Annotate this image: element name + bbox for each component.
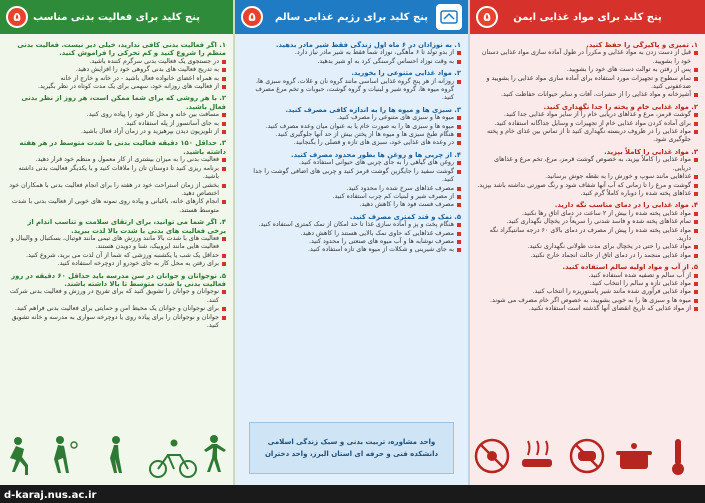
food-safety-column: [470, 0, 705, 485]
bullet-item: مواد غذایی را حتی در یخچال برای مدت طولانی نگهداری نکنید.: [477, 243, 698, 251]
number-five-badge: ۵: [241, 6, 263, 28]
bullet-item: به همراه اعضای خانواده فعال باشید - در خانه و خارج از خانه: [7, 75, 226, 83]
thermometer-icon: [672, 439, 684, 475]
section-title: ۴. مواد غذایی را در دمای مناسب نگه دارید.: [554, 201, 698, 210]
footer-line-2: دانشکده فنی و حرفه ای استان البرز، واحد دختران: [264, 450, 439, 458]
section-title: ۱. به نوزادان در ۶ ماه اول زندگی فقط شیر مادر بدهید.: [275, 41, 461, 49]
bullet-item: از آب سالم و تصفیه شده استفاده کنید.: [477, 272, 698, 280]
bullet-item: روزانه از هر پنج گروه غذایی اساسی مانند گروه نان و غلات، گروه سبزی ها، گروه میوه ها، گروه شیر و لبنیات و گروه گوشت، حبوبات و تخم مرغ مصرف کنید.: [242, 78, 461, 103]
activity-icons: [0, 431, 233, 481]
bullet-item: تمام غذاهای پخته شده و فاسد شدنی را سریعاً در یخچال نگهداری کنید.: [477, 218, 698, 226]
walker-icon: [110, 436, 122, 473]
exercise-icon: [204, 435, 226, 472]
bullet-item: برای آماده کردن مواد غذایی خام از تجهیزات و وسایل جداگانه استفاده کنید.: [477, 120, 698, 128]
bullet-item: هنگام پخت و پز و آماده سازی غذا تا حد امکان از نمک کمتری استفاده کنید.: [242, 221, 461, 229]
hot-dish-icon: [522, 441, 552, 467]
section-title: ۳. سبزی ها و میوه ها را به اندازه کافی مصرف کنید.: [285, 105, 461, 114]
bullet-item: مسافت بین خانه و محل کار خود را پیاده روی کنید.: [7, 111, 226, 119]
bullet-item: فعالیت های با شدت بالا مانند ورزش های تیمی مانند فوتبال، بسکتبال و والیبال و فعالیت هایی مانند ایروبیک، شنا و دویدن هستند.: [7, 235, 226, 252]
organization-footer: [249, 422, 454, 474]
bullet-item: برای رفتن به محل کار به جای خودرو از دوچرخه استفاده کنید.: [7, 260, 226, 268]
bullet-item: غذاهایی مانند سوپ و خورش را به نقطه جوش برسانید.: [477, 173, 698, 181]
section-title: ۲. مواد غذایی خام و پخته را جدا نگهداری کنید.: [543, 102, 698, 111]
bullet-item: مصرف فست فود ها را کاهش دهید.: [242, 201, 461, 209]
food-safety-body: [470, 34, 705, 314]
section-title: ۵. نمک و قند کمتری مصرف کنید.: [349, 212, 461, 221]
bullet-item: از تلویزیون دیدن بپرهیزید و در زمان آزاد فعال باشید.: [7, 128, 226, 136]
footer-line-1: واحد مشاوره، تربیت بدنی و سبک زندگی اسلامی: [267, 438, 436, 446]
bullet-item: مواد غذایی را در ظروف دربسته نگهداری کنید تا از تماس بین غذای خام و پخته جلوگیری شود.: [477, 128, 698, 145]
bullet-item: آشپزخانه و مواد غذایی را از حشرات، آفات و سایر حیوانات حفاظت کنید.: [477, 91, 698, 99]
bullet-item: نوجوانان و جوانان را تشویق کنید که برای تفریح در ورزش و فعالیت بدنی شرکت کنند.: [7, 288, 226, 305]
healthy-diet-column: [235, 0, 470, 485]
food-safety-icons: [470, 431, 705, 481]
bullet-item: مصرف غذاهای سرخ شده را محدود کنید.: [242, 185, 461, 193]
bullet-item: به جای آسانسور از پله استفاده کنید.: [7, 120, 226, 128]
bullet-item: قبل از دست زدن به مواد غذایی و مکرراً در طول آماده سازی مواد غذایی دستان خود را بشویید.: [477, 49, 698, 66]
number-five-badge: ۵: [6, 6, 28, 28]
bullet-item: هنگام طبخ سبزی ها و میوه ها از پختن بیش از حد آنها جلوگیری کنید.: [242, 131, 461, 139]
bullet-item: گوشت قرمز، مرغ و غذاهای دریایی خام را از سایر مواد غذایی جدا کنید.: [477, 111, 698, 119]
food-safety-header: [470, 0, 705, 34]
bullet-item: از مواد غذایی که تاریخ انقضای آنها گذشته است استفاده نکنید.: [477, 305, 698, 313]
section-title: ۴. اگر شما می توانید، برای ارتقای سلامت و تناسب اندام از برخی فعالیت های بدنی با شدت بالا لذت ببرید.: [27, 218, 226, 235]
bullet-item: برنامه ریزی کنید تا دوستان تان را ملاقات کنید و با یکدیگر فعالیت بدنی داشته باشید.: [7, 165, 226, 182]
bullet-item: در وعده های غذایی خود، سبزی های تازه و فصلی را بگنجانید.: [242, 139, 461, 147]
healthy-diet-header: [235, 0, 468, 34]
bullet-item: مواد غذایی فرآوری شده مانند شیر پاستوریزه را انتخاب کنید.: [477, 288, 698, 296]
bullet-item: به جای شیرینی و شکلات از میوه های تازه استفاده کنید.: [242, 246, 461, 254]
healthy-diet-body: [235, 34, 468, 255]
number-five-badge: ۵: [476, 6, 498, 28]
bullet-item: غذاهای پخته شده را دوباره کاملاً گرم کنید.: [477, 190, 698, 198]
physical-activity-column: [0, 0, 235, 485]
bullet-item: میوه ها و سبزی های متنوعی را مصرف کنید.: [242, 114, 461, 122]
bullet-item: حداقل یک شب یا یکشنبه ورزشی که شما از آن لذت می برید، شروع کنید.: [7, 252, 226, 260]
bullet-item: بخشی از زمان استراحت خود در هفته را برای انجام فعالیت بدنی با همکاران خود اختصاص دهید.: [7, 182, 226, 199]
cooking-pot-icon: [616, 443, 652, 469]
no-germs-icon: [476, 440, 508, 472]
physical-activity-title: پنج کلید برای فعالیت بدنی مناسب: [33, 11, 200, 23]
bullet-item: در جستجوی یک فعالیت بدنی سرگرم کننده باشید.: [7, 58, 226, 66]
bullet-item: گوشت سفید را جایگزین گوشت قرمز کنید و چربی های اضافی گوشت را جدا کنید.: [242, 168, 461, 185]
bullet-item: انجام کارهای خانه، باغبانی و پیاده روی نمونه های خوبی از فعالیت بدنی با شدت متوسط هستند.: [7, 198, 226, 215]
bullet-item: گوشت و مرغ را تا زمانی که آب آنها شفاف شود و رنگ صورتی نداشته باشد بپزید.: [477, 182, 698, 190]
section-title: ۳. مواد غذایی را کاملاً بپزید.: [604, 147, 698, 156]
no-meat-icon: [571, 440, 603, 472]
bullet-item: مواد غذایی پخته شده را بیش از ۲ ساعت در دمای اتاق رها نکنید.: [477, 210, 698, 218]
bullet-item: مواد غذایی پخته شده را پیش از مصرف در دمای بالای ۶۰ درجه سانتیگراد نگه دارید.: [477, 227, 698, 244]
bullet-item: میوه ها و سبزی ها را به صورت خام یا به عنوان میان وعده مصرف کنید.: [242, 123, 461, 131]
section-title: ۴. از چربی ها و روغن ها بطور محدود مصرف کنید.: [291, 150, 461, 159]
healthy-diet-title: پنج کلید برای رژیم غذایی سالم: [275, 11, 428, 23]
bullet-item: مواد غذایی را کاملاً بپزید، به خصوص گوشت قرمز، مرغ، تخم مرغ و غذاهای دریایی.: [477, 156, 698, 173]
tennis-icon: [54, 436, 77, 473]
bullet-item: از مصرف شیر و لبنیات کم چرب استفاده کنید.: [242, 193, 461, 201]
food-safety-title: پنج کلید برای مواد غذایی ایمن: [513, 11, 662, 23]
site-watermark: d-karaj.nus.ac.ir: [4, 490, 97, 501]
physical-activity-body: [0, 34, 233, 330]
section-title: ۱. اگر فعالیت بدنی کافی ندارید، خیلی دیر نیست. فعالیت بدنی منظم را شروع کنید و کم تحرکی را فراموش کنید.: [17, 41, 226, 58]
university-logo-icon: [436, 4, 462, 30]
bullet-item: مصرف غذاهایی که حاوی نمک بالایی هستند را کاهش دهید.: [242, 230, 461, 238]
bullet-item: روغن های گیاهی را به جای چربی های حیوانی استفاده کنید.: [242, 159, 461, 167]
bullet-item: به وقت نوزاد احساس گرسنگی کرد به او شیر بدهید.: [242, 58, 461, 66]
runner-icon: [10, 437, 28, 475]
bullet-item: تمام سطوح و تجهیزات مورد استفاده برای آماده سازی مواد غذایی را بشویید و ضدعفونی کنید.: [477, 75, 698, 92]
bullet-item: فعالیت بدنی را به میزان بیشتری از کار معمول و منظم خود قرار دهید.: [7, 156, 226, 164]
section-title: ۳. حداقل ۱۵۰ دقیقه فعالیت بدنی با شدت متوسط در هر هفته داشته باشید.: [19, 139, 226, 156]
bullet-item: مصرف نوشابه ها و آب میوه های صنعتی را محدود کنید.: [242, 238, 461, 246]
cyclist-icon: [150, 440, 196, 478]
physical-activity-header: [0, 0, 233, 34]
bullet-item: مواد غذایی تازه و سالم را انتخاب کنید.: [477, 280, 698, 288]
section-title: ۵. نوجوانان و جوانان در سن مدرسه باید حداقل ۶۰ دقیقه در روز فعالیت بدنی با شدت متوسط تا بالا داشته باشند.: [11, 271, 226, 288]
bullet-item: از فعالیت های روزانه خود، سهمی برای یک مدت کوتاه در نظر بگیرید.: [7, 83, 226, 91]
bullet-item: میوه ها و سبزی ها را به خوبی بشویید، به خصوص اگر خام مصرف می شوند.: [477, 297, 698, 305]
section-title: ۲. با هر روشی که برای شما ممکن است، هر روز از نظر بدنی فعال باشید.: [21, 94, 226, 111]
bullet-item: به تدریج فعالیت های بدنی گروهی خود را افزایش دهید.: [7, 66, 226, 74]
bullet-item: جوانان و نوجوانان را برای پیاده روی یا دوچرخه سواری به مدرسه و خانه تشویق کنید.: [7, 314, 226, 331]
section-title: ۱. تمیزی و پاکیزگی را حفظ کنید.: [586, 41, 698, 49]
section-title: ۵. از آب و مواد اولیه سالم استفاده کنید.: [562, 263, 698, 272]
watermark-bar: [0, 485, 705, 503]
bullet-item: پس از رفتن به توالت دست های خود را بشویید.: [477, 66, 698, 74]
bullet-item: برای نوجوانان و جوانان یک محیط امن و حمایتی برای فعالیت بدنی فراهم کنید.: [7, 305, 226, 313]
section-title: ۲. مواد غذایی متنوعی را بخورید.: [351, 69, 461, 78]
bullet-item: از بدو تولد تا ۶ ماهگی، نوزاد شما فقط به شیر مادر نیاز دارد.: [242, 49, 461, 57]
bullet-item: مواد غذایی منجمد را در دمای اتاق از حالت انجماد خارج نکنید.: [477, 252, 698, 260]
